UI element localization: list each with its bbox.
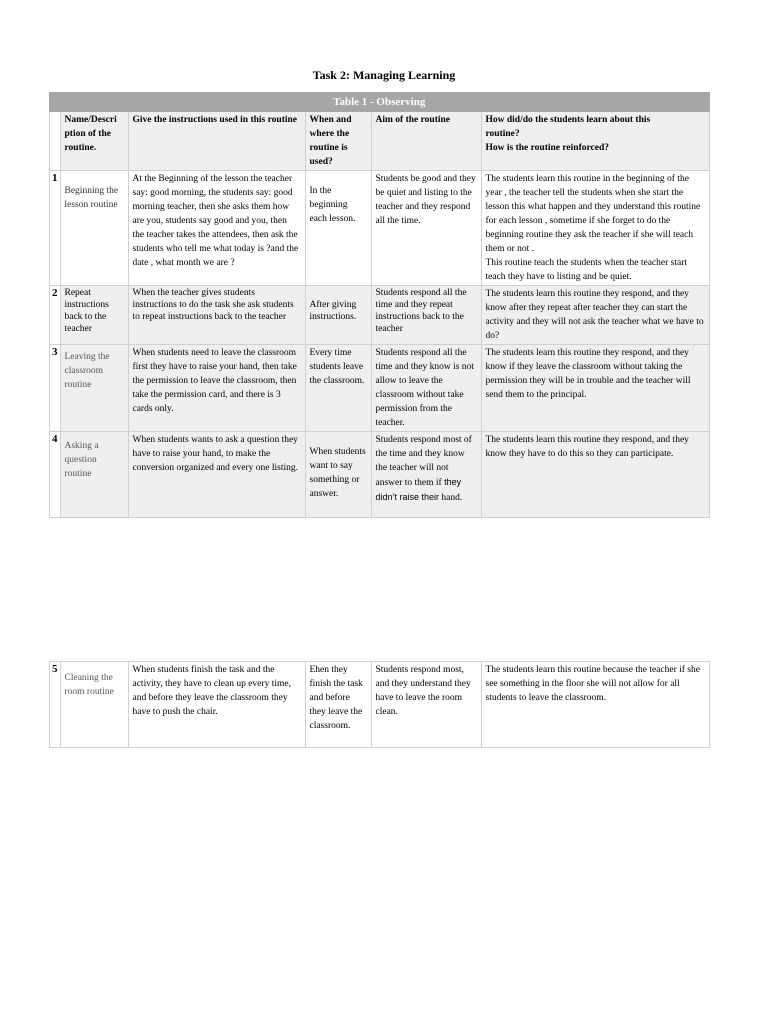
routine-name: Beginning the lesson routine <box>60 171 128 286</box>
row-number: 2 <box>50 286 61 345</box>
row-number: 1 <box>50 171 61 286</box>
routine-name: Leaving the classroom routine <box>60 345 128 432</box>
observing-table-continued <box>49 661 710 748</box>
routine-aim: Students respond all the time and they know is not allow to leave the classroom without take permission from the teacher. <box>371 345 481 432</box>
routine-aim: Students respond most of the time and they know the teacher will not answer to them if they didn’t raise their hand. <box>371 432 481 518</box>
routine-how: The students learn this routine they respond, and they know after they repeat after teacher they can start the activity and they will not ask the teacher what we have to do? <box>481 286 709 345</box>
routine-instructions: When students finish the task and the activity, they have to clean up every time, and before they leave the classroom they have to push the chair. <box>128 662 305 748</box>
table-row <box>50 345 710 432</box>
routine-how: The students learn this routine because the teacher if she see something in the floor she will not allow for all students to leave the classroom. <box>481 662 709 748</box>
routine-instructions: When the teacher gives students instructions to do the task she ask students to repeat instructions back to the teacher <box>128 286 305 345</box>
table-caption: Table 1 - Observing <box>50 93 710 112</box>
routine-name: Repeat instructions back to the teacher <box>60 286 128 345</box>
routine-instructions: When students wants to ask a question they have to raise your hand, to make the conversion organized and every one listing. <box>128 432 305 518</box>
routine-aim: Students be good and they be quiet and listing to the teacher and they respond all the time. <box>371 171 481 286</box>
header-when: When and where the routine is used? <box>305 112 371 171</box>
table-row <box>50 432 710 518</box>
table-header-row <box>50 112 710 171</box>
routine-how: The students learn this routine they respond, and they know if they leave the classroom without taking the permission they will be in trouble and the teacher will send them to the principal. <box>481 345 709 432</box>
routine-when: After giving instructions. <box>305 286 371 345</box>
routine-aim: Students respond all the time and they repeat instructions back to the teacher <box>371 286 481 345</box>
table-row <box>50 286 710 345</box>
routine-aim: Students respond most, and they understand they have to leave the room clean. <box>371 662 481 748</box>
observing-table <box>49 92 710 518</box>
table-row <box>50 662 710 748</box>
header-aim: Aim of the routine <box>371 112 481 171</box>
routine-name: Cleaning the room routine <box>60 662 128 748</box>
routine-when: When students want to say something or answer. <box>305 432 371 518</box>
routine-how: The students learn this routine in the beginning of the year , the teacher tell the students when she start the lesson this what happen and they understand this routine for each lesson , sometime if she forget to do the beginning routine they ask the teacher if she will teach them or not . This routine teach the students when the teacher start teach they have to listing and be quiet. <box>481 171 709 286</box>
routine-when: Every time students leave the classroom. <box>305 345 371 432</box>
row-number: 5 <box>50 662 61 748</box>
table-row <box>50 171 710 286</box>
row-number: 3 <box>50 345 61 432</box>
header-how: How did/do the students learn about this routine? How is the routine reinforced? <box>481 112 709 171</box>
routine-how: The students learn this routine they respond, and they know they have to do this so they can participate. <box>481 432 709 518</box>
header-instructions: Give the instructions used in this routine <box>128 112 305 171</box>
header-name: Name/Descri ption of the routine. <box>60 112 128 171</box>
routine-when: In the beginning each lesson. <box>305 171 371 286</box>
header-number-cell <box>50 112 61 171</box>
table-caption-row <box>50 93 710 112</box>
routine-instructions: When students need to leave the classroom first they have to raise your hand, then take the permission to leave the classroom, then take the permission card, and there is 3 cards only. <box>128 345 305 432</box>
page-title: Task 2: Managing Learning <box>312 68 456 82</box>
routine-when: Ehen they finish the task and before they leave the classroom. <box>305 662 371 748</box>
routine-name: Asking a question routine <box>60 432 128 518</box>
row-number: 4 <box>50 432 61 518</box>
routine-instructions: At the Beginning of the lesson the teacher say: good morning, the students say: good morning teacher, then she asks them how are you, students say good and you, then the teacher takes the attendees, then ask the students who tell me what today is ?and the date , what month we are ? <box>128 171 305 286</box>
